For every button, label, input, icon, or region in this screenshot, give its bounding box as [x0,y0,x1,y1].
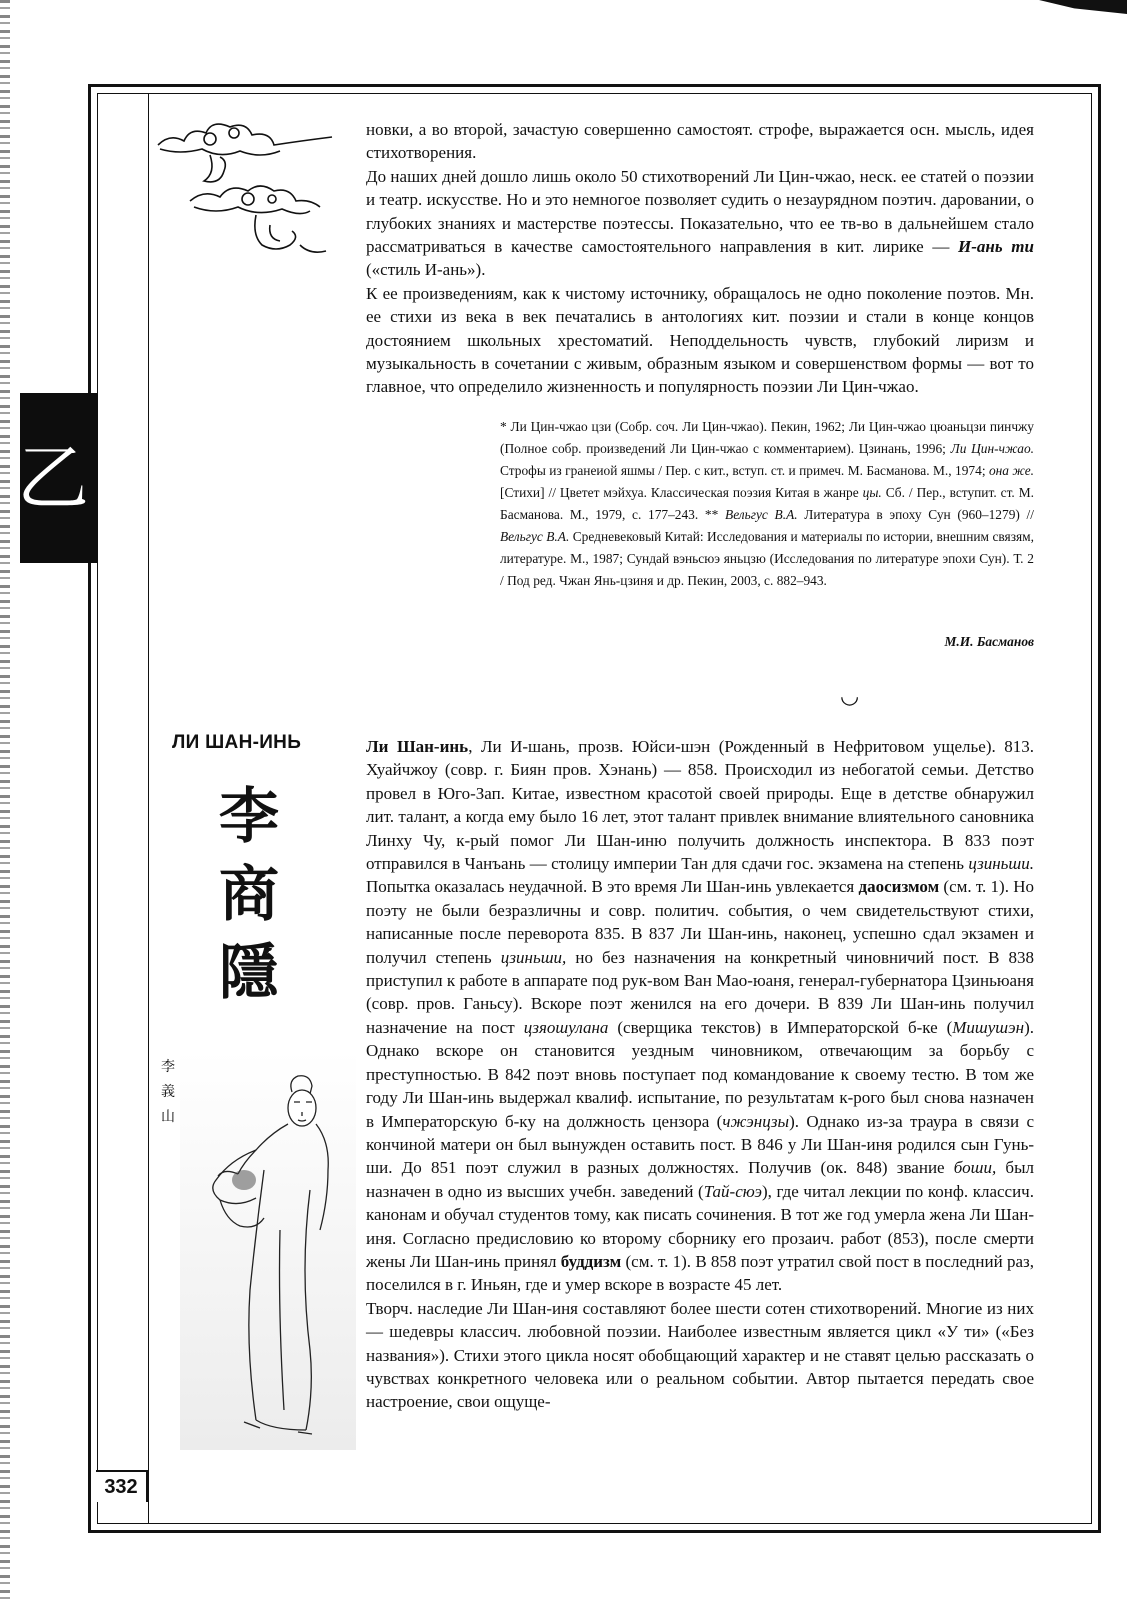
text-run: буддизм [560,1251,622,1271]
text-run: Средневековый Китай: Исследования и материалы по истории, внешним связям, литературе. М., 1987; Сундай вэньсюэ яньцзю (Исследования по литературе эпохи Сун). Т. 2 / Под ред. Чжан Янь-цзиня и др. Пекин, 2003, с. 882–943. [500,529,1034,588]
article-heading: ЛИ ШАН-ИНЬ [172,732,302,753]
paragraph [366,1297,1034,1414]
prev-article-text [366,118,1034,399]
text-run: новки, а во второй, зачастую совершенно самостоят. строфе, выражается осн. мысль, идея стихотворения. [366,120,1034,163]
text-run: цзяошулана [523,1017,609,1037]
article-text [366,735,1034,1414]
paragraph [366,282,1034,399]
text-run: (см. т. 1). В 858 поэт утратил свой пост в последний раз, поселился в г. Иньян, где и умер вскоре в возрасте 45 лет. [366,1251,1034,1295]
paragraph [366,735,1034,1297]
portrait-caption-char: 山 [161,1109,175,1125]
text-run: даосизмом [858,877,940,897]
text-run: Тай-сюэ [703,1181,763,1201]
section-tab [16,393,98,563]
text-run: Вельгус В.А. [500,529,570,544]
text-run: Мишушэн [952,1017,1025,1037]
text-run: Литература в эпоху Сун (960–1279) // [797,507,1034,522]
hanzi-name [214,778,284,1012]
scan-edge [0,0,10,1600]
text-run: был назначен в одно из высших учебн. заведений ( [366,1158,1034,1201]
text-run: [Стихи] // Цветет мэйхуа. Классическая поэзия Китая в жанре [500,485,863,500]
text-run: ). Однако вскоре он становится уездным чиновником, отвечающим за борьбу с преступностью. В 842 поэт вновь поступает под командование к своему тестю. В том же году Ли Шан-инь выдержал квалиф. испытание, по результатам к-рого был снова назначен в Императорскую б-ку на должность цензора ( [366,1017,1034,1131]
text-run: И-ань ти [958,237,1034,257]
text-run: Строфы из гранеиой яшмы / Пер. с кит., вступ. ст. и примеч. М. Басманова. М., 1974; [500,463,989,478]
text-run: * Ли Цин-чжао цзи (Собр. соч. Ли Цин-чжао). Пекин, 1962; Ли Цин-чжао цюаньцзи пинчжу (Полное собр. произведений Ли Цин-чжао с комментарием). Цзинань, 1996; [500,419,1034,456]
text-run: (см. т. 1). Но поэту не были безразличны и совр. политич. события, о чем свидетельствуют стихи, написанные после переворота 835. В 837 Ли Шан-инь, наконец, успешно сдал экзамен и получил степень [366,877,1034,967]
hanzi-char: 商 [219,860,279,930]
text-run: Сб. / Пер., вступит. ст. М. Басманова. М., 1979, с. 177–243. ** [500,485,1034,522]
bibliography [500,416,1034,592]
portrait-illustration [160,1050,356,1450]
hanzi-char: 李 [219,782,279,852]
text-run: Вельгус В.А. [725,507,798,522]
text-run: чжэнцзы [722,1111,790,1131]
corner-mark [1039,0,1127,14]
text-run: Попытка оказалась неудачной. В это время Ли Шан-инь увлекается [366,877,859,897]
text-run: ). Однако из-за траура в связи с кончиной матери он был вынужден оставить пост. В 846 у Ли Шан-иня родился сын Гунь-ши. До 851 поэт служил в разных должностях. Получив (ок. 848) звание [366,1111,1034,1178]
text-run: , Ли И-шань, прозв. Юйси-шэн (Рожденный в Нефритовом ущелье). 813. Хуайчжоу (совр. г. Биян пров. Хэнань) — 858. Происходил из небогатой семьи. Детство провел в Юго-Зап. Китае, известном красотой своей природы. Еще в детстве обнаружил лит. талант, а когда ему было 16 лет, этот талант привлек внимание влиятельного сановника Линху Чу, к-рый помог Ли Шан-иню получить должность инспектора. В 833 поэт отправился в Чанъань — столицу империи Тан для сдачи гос. экзамена на степень [366,737,1034,874]
text-run: цзиньши, [500,947,567,967]
frame-margin-line [148,94,149,1523]
section-tab-glyph: 乙 [16,436,89,520]
text-run: ), где читал лекции по конф. классич. канонам и обучал студентов тому, как писать сочинения. В тот же год умерла жена Ли Шан-иня. Согласно предисловию ко второму сборнику его прозаич. работ (853), после смерти жены Ли Шан-инь принял [366,1181,1034,1271]
portrait-caption [158,1055,178,1130]
text-run: она же. [988,463,1034,478]
portrait-caption-char: 義 [161,1084,175,1100]
text-run: К ее произведениям, как к чистому источнику, обращалось не одно поколение поэтов. Мн. ее стихи из века в век печатались в антологиях кит. поэзии и стали в конце концов достоянием школьных хрестоматий. Неподдельность чувств, глубокий лиризм и музыкальность в сочетании с живым, образным языком и совершенством формы — вот то главное, что определило жизненность и популярность поэзии Ли Цин-чжао. [366,283,1034,397]
author-signature: М.И. Басманов [944,634,1034,649]
page-number: 332 [96,1470,148,1502]
text-run: Ли Шан-инь [366,737,469,756]
text-run: До наших дней дошло лишь около 50 стихотворений Ли Цин-чжао, неск. ее статей о поэзии и театр. искусстве. Но и это немногое позволяет судить о незаурядном поэтич. даровании, о глубоких знаниях и мастерстве поэтессы. Показательно, что ее тв-во в дальнейшем стало рассматриваться в качестве самостоятельного направления в кит. лирике — [366,166,1034,257]
paragraph [366,118,1034,165]
portrait-caption-char: 李 [161,1059,175,1075]
text-run: Ли Цин-чжао. [950,441,1034,456]
text-run: боши, [953,1158,997,1178]
text-run: Творч. наследие Ли Шан-иня составляют более шести сотен стихотворений. Многие из них — шедевры классич. любовной поэзии. Наиболее известным является цикл «У ти» («Без названия»). Стихи этого цикла носят обобщающий характер и не ставят целью рассказать о чувствах конкретного человека или о реальном событии. Автор пытается передать свое настроение, свои ощуще- [366,1298,1034,1412]
text-run: но без назначения на конкретный чиновничий пост. В 838 приступил к работе в аппарате под рук-вом Ван Мао-юаня, генерал-губернатора Цзиньюаня (совр. пров. Ганьсу). Вскоре поэт женился на его дочери. В 839 Ли Шан-инь получил назначение на пост [366,947,1034,1037]
paragraph [366,165,1034,282]
text-run: («стиль И-ань»). [366,260,486,280]
hanzi-char: 隱 [219,938,279,1008]
cloud-ornament [150,115,340,265]
text-run: цзиньши. [968,854,1034,874]
text-run: цы. [862,485,882,500]
printer-mark: ◡ [840,684,860,709]
text-run: (сверщика текстов) в Императорской б-ке ( [608,1017,953,1037]
